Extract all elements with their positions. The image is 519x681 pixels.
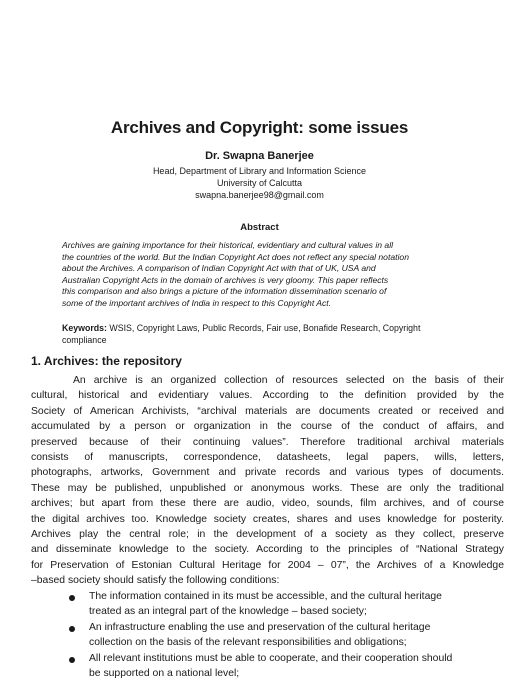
- abstract-heading: Abstract: [240, 222, 279, 233]
- body-line: Archives play the central role; in the development of a society as they collect, preserve: [31, 529, 504, 541]
- body-line: photographs, artworks, Government and private records and various types of documents.: [31, 467, 504, 479]
- keywords-line: compliance: [62, 334, 107, 345]
- bullet-line: be supported on a national level;: [89, 668, 240, 680]
- list-item: [31, 589, 504, 620]
- abstract-line: some of the important archives of India in respect to this Copyright Act.: [62, 297, 332, 308]
- author-email[interactable]: swapna.banerjee98@gmail.com: [195, 190, 324, 200]
- abstract-line: Australian Copyright Acts in the domain of archives is very gloomy. This paper reflects: [62, 274, 389, 285]
- author-name: Dr. Swapna Banerjee: [205, 150, 314, 162]
- bullet-icon: [69, 595, 75, 601]
- abstract-line: the countries of the world. But the Indian Copyright Act does not reflect any special notation: [62, 251, 409, 262]
- body-line: accumulated by a person or organization in the course of the conduct of affairs, and: [31, 421, 504, 433]
- body-line: cultural, historical and evidentiary values. According to the definition provided by the: [31, 390, 504, 402]
- body-line: the digital archives too. Knowledge society creates, shares and uses knowledge for posterity.: [31, 513, 504, 525]
- abstract-line: this comparison and also brings a picture of the information dissemination scenario of: [62, 286, 387, 296]
- body-line: –based society should satisfy the following conditions:: [31, 575, 280, 587]
- bullet-line: treated as an integral part of the knowledge – based society;: [89, 606, 367, 618]
- list-item: [31, 620, 504, 651]
- keywords-label: Keywords:: [62, 323, 107, 333]
- affiliation-department: Head, Department of Library and Information Science: [152, 166, 367, 176]
- bullet-line: All relevant institutions must be able to cooperate, and their cooperation should: [89, 652, 453, 664]
- body-paragraph: [31, 373, 504, 589]
- list-item: [31, 651, 504, 681]
- bullet-line: An infrastructure enabling the use and preservation of the cultural heritage: [89, 621, 431, 633]
- affiliation-university: University of Calcutta: [216, 178, 303, 188]
- keywords: [62, 323, 464, 346]
- body-line: and disseminate knowledge to the society. According to the principles of “National Strategy: [31, 544, 504, 556]
- paper-title: Archives and Copyright: some issues: [110, 118, 409, 137]
- bullet-icon: [69, 657, 75, 663]
- bullet-line: The information contained in its must be accessible, and the cultural heritage: [89, 591, 442, 602]
- body-line: consists of manuscripts, correspondence, datasheets, legal papers, wills, letters,: [31, 452, 504, 464]
- body-line: for Preservation of Estonian Cultural Heritage for 2004 – 07”, the Archives of a Knowledge: [31, 559, 504, 571]
- bullet-list: [31, 589, 504, 681]
- body-line: preserved because of their continuing values”. Therefore traditional archival materials: [31, 436, 504, 448]
- body-line: An archive is an organized collection of resources selected on the basis of their: [73, 375, 504, 386]
- bullet-line: collection on the basis of the relevant responsibilities and obligations;: [89, 637, 407, 649]
- keywords-line: WSIS, Copyright Laws, Public Records, Fair use, Bonafide Research, Copyright: [106, 323, 421, 333]
- body-line: archives; but apart from these there are audio, video, sounds, film archives, and of course: [31, 498, 504, 510]
- section-heading: 1. Archives: the repository: [31, 354, 182, 368]
- body-line: These may be published, unpublished or anonymous works. These are only the traditional: [31, 482, 504, 494]
- abstract-line: Archives are gaining importance for their historical, evidentiary and cultural values in all: [62, 240, 394, 250]
- bullet-icon: [69, 626, 75, 632]
- abstract-line: about the Archives. A comparison of Indian Copyright Act with that of UK, USA and: [62, 263, 376, 273]
- abstract-body: [62, 240, 464, 309]
- body-line: Society of American Archivists, “archival materials are documents created or received and: [31, 405, 504, 417]
